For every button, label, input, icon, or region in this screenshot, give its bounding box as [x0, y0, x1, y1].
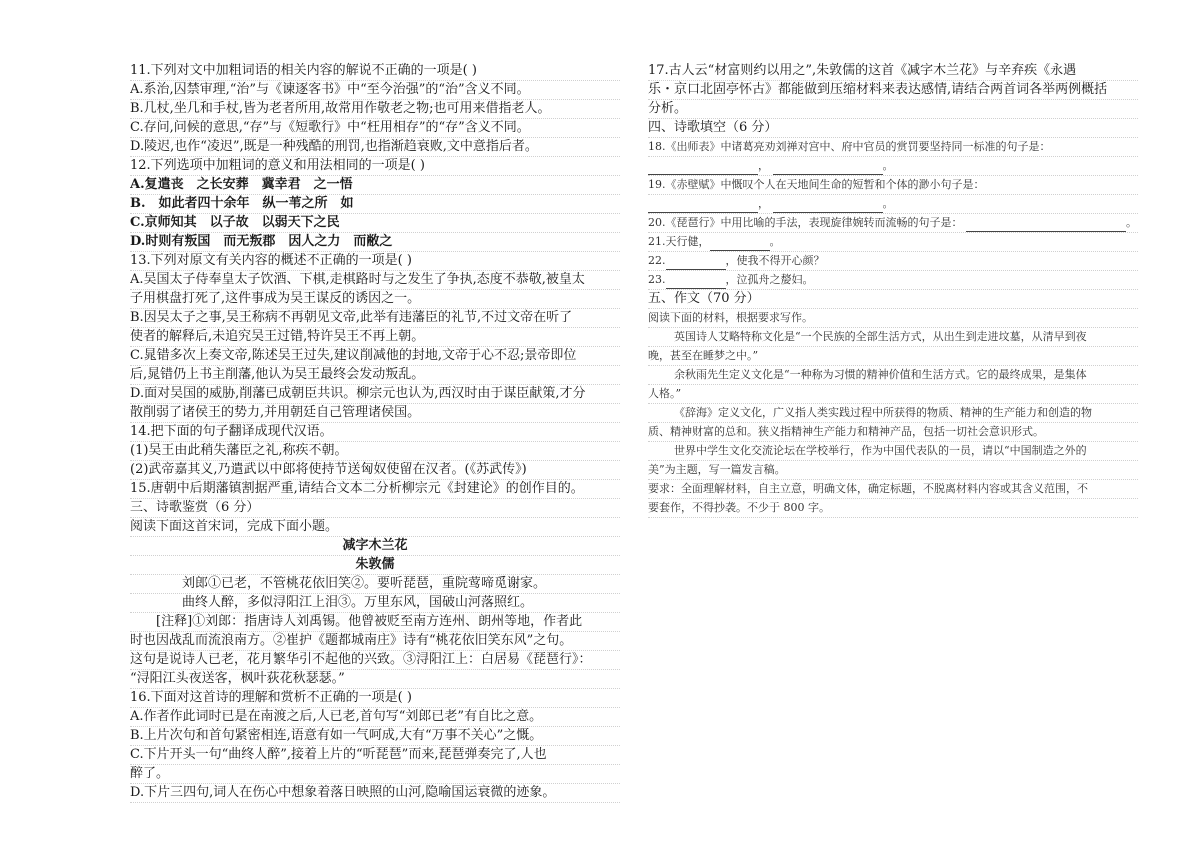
q18-blank-2[interactable] — [773, 162, 883, 175]
q14-stem: 14.把下面的句子翻译成现代汉语。 — [130, 423, 620, 442]
q14-sentence-1: (1)吴王由此稍失藩臣之礼,称疾不朝。 — [130, 442, 620, 461]
q16-option-a: A.作者作此词时已是在南渡之后,人已老,首句写“刘郎已老”有自比之意。 — [130, 708, 620, 727]
q20-line: 20.《琵琶行》中用比喻的手法，表现旋律婉转而流畅的句子是： 。 — [648, 214, 1138, 233]
q18-answer-line: ， 。 — [648, 157, 1138, 176]
q12-option-b: B. 如此者四十余年 纵一苇之所 如 — [130, 195, 620, 214]
q20-blank[interactable] — [966, 219, 1126, 232]
material-4-line2: 美”为主题，写一篇发言稿。 — [648, 461, 1138, 480]
q13-option-c-line2: 后,晁错仍上书主削藩,他认为吴王最终会发动叛乱。 — [130, 366, 620, 385]
poem-title: 减字木兰花 — [130, 537, 620, 556]
material-3-line1: 《辞海》定义文化，广义指人类实践过程中所获得的物质、精神的生产能力和创造的物 — [648, 404, 1138, 423]
poem-note-3: 这句是说诗人已老，花月繁华引不起他的兴致。③浔阳江上：白居易《琵琶行》： — [130, 651, 620, 670]
q18-stem: 18.《出师表》中诸葛亮劝刘禅对宫中、府中官员的赏罚要坚持同一标准的句子是： — [648, 138, 1138, 157]
q12-option-c: C.京师知其 以子故 以弱天下之民 — [130, 214, 620, 233]
q19-blank-2[interactable] — [773, 200, 883, 213]
q11-option-a: A.系治,囚禁审理,“治”与《谏逐客书》中“至今治强”的“治”含义不同。 — [130, 81, 620, 100]
q17-line2: 乐・京口北固亭怀古》都能做到压缩材料来表达感情,请结合两首词各举两例概括 — [648, 81, 1138, 100]
q11-option-d: D.陵迟,也作“凌迟”,既是一种残酷的刑罚,也指渐趋衰败,文中意指后者。 — [130, 138, 620, 157]
q14-sentence-2: (2)武帝嘉其义,乃遣武以中郎将使持节送匈奴使留在汉者。(《苏武传》) — [130, 461, 620, 480]
material-2-line2: 人格。” — [648, 385, 1138, 404]
q16-option-d: D.下片三四句,词人在伤心中想象着落日映照的山河,隐喻国运衰微的迹象。 — [130, 784, 620, 803]
section-4-heading: 四、诗歌填空（6 分） — [648, 119, 1138, 138]
q16-option-c-line1: C.下片开头一句“曲终人醉”,接着上片的“听琵琶”而来,琵琶弹奏完了,人也 — [130, 746, 620, 765]
q16-stem: 16.下面对这首诗的理解和赏析不正确的一项是( ) — [130, 689, 620, 708]
q11-option-b: B.几杖,坐几和手杖,皆为老者所用,故常用作敬老之物;也可用来借指老人。 — [130, 100, 620, 119]
q18-blank-1[interactable] — [648, 162, 758, 175]
q13-option-d-line2: 散削弱了诸侯王的势力,并用朝廷自己管理诸侯国。 — [130, 404, 620, 423]
essay-requirements-line2: 要套作，不得抄袭。不少于 800 字。 — [648, 499, 1138, 518]
q12-option-d: D.时则有叛国 而无叛郡 因人之力 而敝之 — [130, 233, 620, 252]
material-1-line2: 晚，甚至在睡梦之中。” — [648, 347, 1138, 366]
q13-option-b-line1: B.因吴太子之事,吴王称病不再朝见文帝,此举有违藩臣的礼节,不过文帝在听了 — [130, 309, 620, 328]
q13-option-b-line2: 使者的解释后,未追究吴王过错,特许吴王不再上朝。 — [130, 328, 620, 347]
essay-requirements-line1: 要求：全面理解材料，自主立意，明确文体，确定标题，不脱离材料内容或其含义范围，不 — [648, 480, 1138, 499]
q19-stem: 19.《赤壁赋》中慨叹个人在天地间生命的短暂和个体的渺小句子是： — [648, 176, 1138, 195]
material-1-line1: 英国诗人艾略特称文化是“一个民族的全部生活方式，从出生到走进坟墓，从清早到夜 — [648, 328, 1138, 347]
q21-line: 21.天行健， 。 — [648, 233, 1138, 252]
q23-blank[interactable] — [666, 276, 726, 289]
q13-option-a-line2: 子用棋盘打死了,这件事成为吴王谋反的诱因之一。 — [130, 290, 620, 309]
poem-note-1: [注释]①刘郎：指唐诗人刘禹锡。他曾被贬至南方连州、朗州等地，作者此 — [130, 613, 620, 632]
section-3-heading: 三、诗歌鉴赏（6 分） — [130, 499, 620, 518]
poem-author: 朱敦儒 — [130, 556, 620, 575]
right-column — [648, 62, 1138, 518]
q22-blank[interactable] — [666, 257, 726, 270]
material-4-line1: 世界中学生文化交流论坛在学校举行，作为中国代表队的一员，请以“中国制造之外的 — [648, 442, 1138, 461]
q11-stem: 11.下列对文中加粗词语的相关内容的解说不正确的一项是( ) — [130, 62, 620, 81]
poem-note-2: 时也因战乱而流浪南方。②崔护《题都城南庄》诗有“桃花依旧笑东风”之句。 — [130, 632, 620, 651]
q19-answer-line: ， 。 — [648, 195, 1138, 214]
q19-blank-1[interactable] — [648, 200, 758, 213]
q13-option-d-line1: D.面对吴国的威胁,削藩已成朝臣共识。柳宗元也认为,西汉时由于谋臣献策,才分 — [130, 385, 620, 404]
q15-stem: 15.唐朝中后期藩镇割据严重,请结合文本二分析柳宗元《封建论》的创作目的。 — [130, 480, 620, 499]
poem-note-4: “浔阳江头夜送客，枫叶荻花秋瑟瑟。” — [130, 670, 620, 689]
q16-option-c-line2: 醉了。 — [130, 765, 620, 784]
q13-stem: 13.下列对原文有关内容的概述不正确的一项是( ) — [130, 252, 620, 271]
essay-intro: 阅读下面的材料，根据要求写作。 — [648, 309, 1138, 328]
material-3-line2: 质、精神财富的总和。狭义指精神生产能力和精神产品，包括一切社会意识形式。 — [648, 423, 1138, 442]
q16-option-b: B.上片次句和首句紧密相连,语意有如一气呵成,大有“万事不关心”之慨。 — [130, 727, 620, 746]
q17-line1: 17.古人云“材富则约以用之”,朱敦儒的这首《减字木兰花》与辛弃疾《永遇 — [648, 62, 1138, 81]
poem-line-1: 刘郎①已老，不管桃花依旧笑②。要听琵琶，重院莺啼觅谢家。 — [130, 575, 620, 594]
q12-option-a: A.复遣丧 之长安葬 冀幸君 之一悟 — [130, 176, 620, 195]
q13-option-c-line1: C.晁错多次上奏文帝,陈述吴王过失,建议削减他的封地,文帝于心不忍;景帝即位 — [130, 347, 620, 366]
poem-line-2: 曲终人醉，多似浔阳江上泪③。万里东风，国破山河落照红。 — [130, 594, 620, 613]
q17-line3: 分析。 — [648, 100, 1138, 119]
poem-instruction: 阅读下面这首宋词，完成下面小题。 — [130, 518, 620, 537]
material-2-line1: 余秋雨先生定义文化是“一种称为习惯的精神价值和生活方式。它的最终成果，是集体 — [648, 366, 1138, 385]
q13-option-a-line1: A.吴国太子侍奉皇太子饮酒、下棋,走棋路时与之发生了争执,态度不恭敬,被皇太 — [130, 271, 620, 290]
q22-line: 22. ，使我不得开心颜？ — [648, 252, 1138, 271]
q23-line: 23. ，泣孤舟之嫠妇。 — [648, 271, 1138, 290]
q11-option-c: C.存问,问候的意思,“存”与《短歌行》中“枉用相存”的“存”含义不同。 — [130, 119, 620, 138]
left-column — [130, 62, 620, 803]
q21-blank[interactable] — [710, 238, 770, 251]
section-5-heading: 五、作文（70 分） — [648, 290, 1138, 309]
q12-stem: 12.下列选项中加粗词的意义和用法相同的一项是( ) — [130, 157, 620, 176]
